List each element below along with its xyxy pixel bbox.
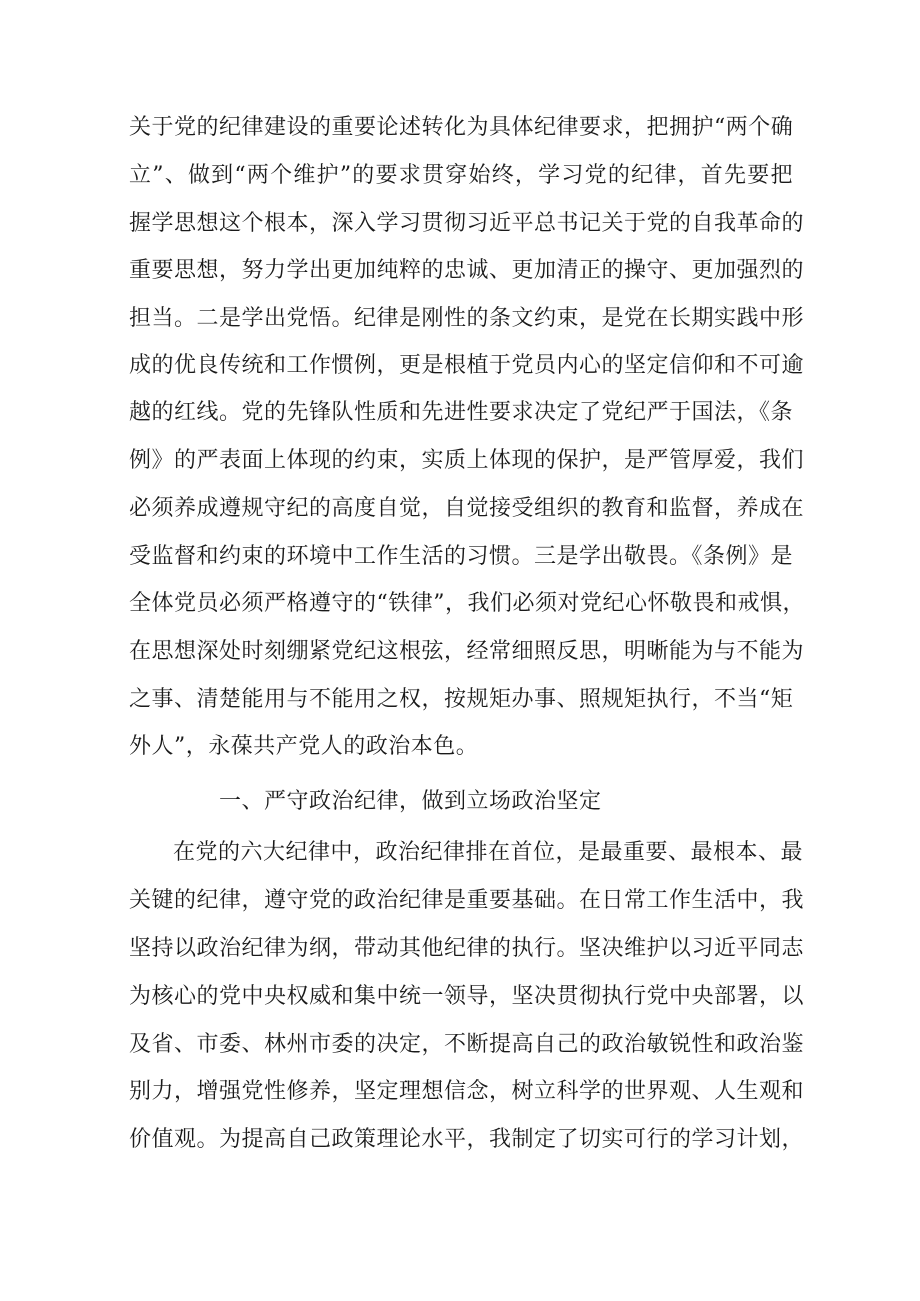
text-line: 之事、清楚能用与不能用之权，按规矩办事、照规矩执行，不当“矩: [129, 687, 794, 712]
text-line: 关键的纪律，遵守党的政治纪律是重要基础。在日常工作生活中，我: [129, 888, 805, 913]
text-line: 握学思想这个根本，深入学习贯彻习近平总书记关于党的自我革命的: [129, 211, 805, 236]
text-line: 别力，增强党性修养，坚定理想信念，树立科学的世界观、人生观和: [129, 1079, 805, 1104]
text-line: 关于党的纪律建设的重要论述转化为具体纪律要求，把拥护“两个确: [129, 115, 794, 140]
text-line: 全体党员必须严格遵守的“铁律”，我们必须对党纪心怀敬畏和戒惧，: [129, 591, 805, 616]
text-line: 为核心的党中央权威和集中统一领导，坚决贯彻执行党中央部署，以: [129, 984, 805, 1009]
text-line: 及省、市委、林州市委的决定，不断提高自己的政治敏锐性和政治鉴: [129, 1032, 805, 1057]
text-line: 重要思想，努力学出更加纯粹的忠诚、更加清正的操守、更加强烈的: [129, 258, 805, 283]
text-line: 在党的六大纪律中，政治纪律排在首位，是最重要、最根本、最: [173, 840, 804, 865]
text-line: 成的优良传统和工作惯例，更是根植于党员内心的坚定信仰和不可逾: [129, 353, 805, 378]
text-line: 外人”，永葆共产党人的政治本色。: [129, 734, 479, 759]
text-line: 价值观。为提高自己政策理论水平，我制定了切实可行的学习计划，: [129, 1127, 805, 1152]
text-line: 在思想深处时刻绷紧党纪这根弦，经常细照反思，明晰能为与不能为: [129, 639, 805, 664]
text-line: 受监督和约束的环境中工作生活的习惯。三是学出敬畏。《条例》是: [129, 544, 794, 569]
text-line: 例》的严表面上体现的约束，实质上体现的保护，是严管厚爱，我们: [129, 448, 805, 473]
text-line: 越的红线。党的先锋队性质和先进性要求决定了党纪严于国法，《条: [129, 400, 794, 425]
section-heading: 一、严守政治纪律，做到立场政治坚定: [219, 789, 602, 814]
text-line: 必须养成遵规守纪的高度自觉，自觉接受组织的教育和监督，养成在: [129, 496, 805, 521]
text-line: 坚持以政治纪律为纲，带动其他纪律的执行。坚决维护以习近平同志: [129, 936, 805, 961]
text-line: 立”、做到“两个维护”的要求贯穿始终，学习党的纪律，首先要把: [129, 163, 793, 188]
text-line: 担当。二是学出党悟。纪律是刚性的条文约束，是党在长期实践中形: [129, 306, 805, 331]
